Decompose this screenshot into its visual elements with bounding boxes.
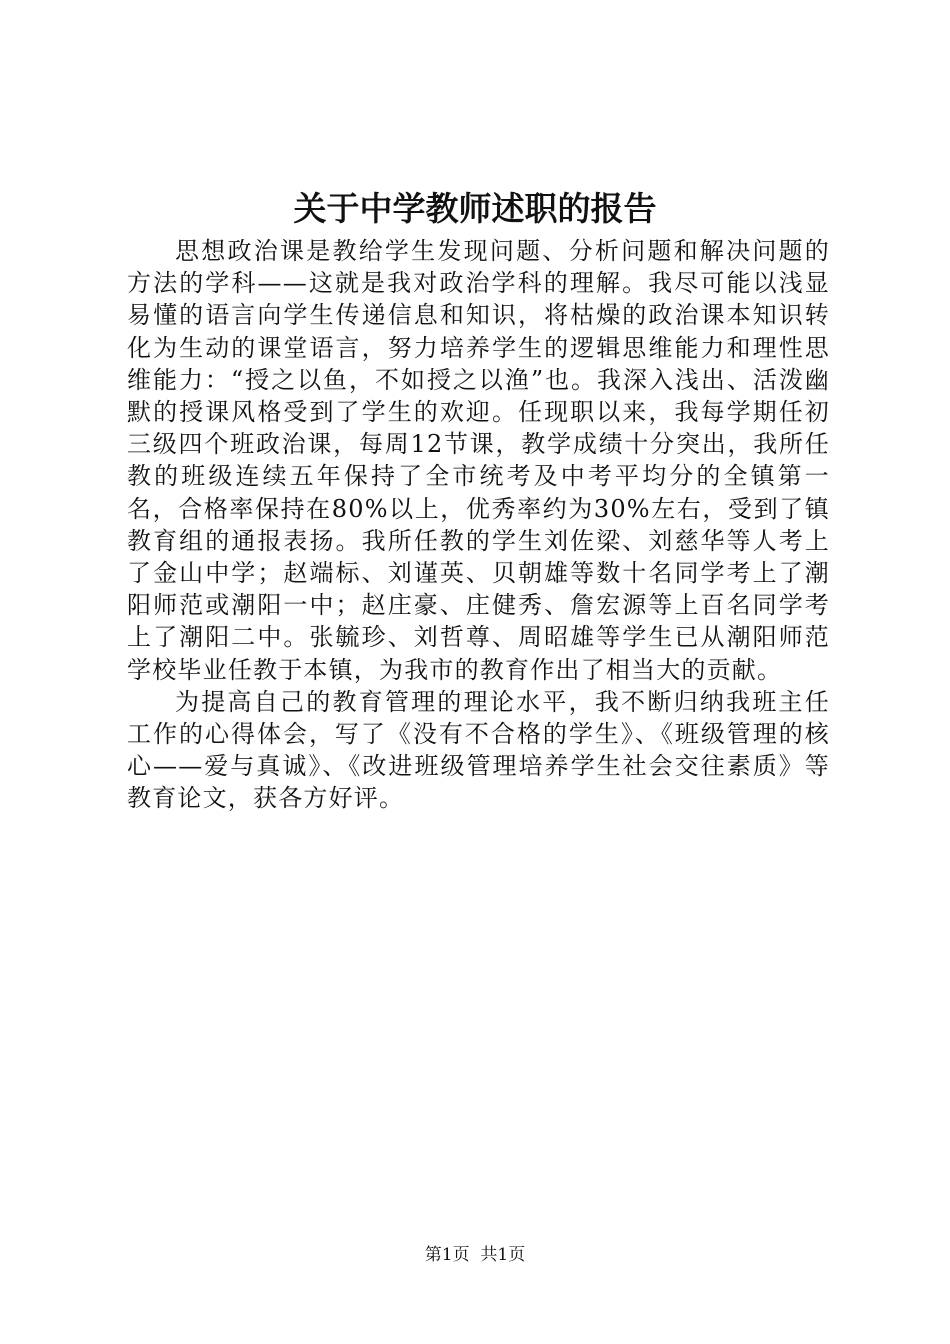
document-body xyxy=(127,235,830,815)
document-title: 关于中学教师述职的报告 xyxy=(293,189,657,228)
page-number-footer: 第1页 共1页 xyxy=(424,1245,526,1265)
body-paragraph: 思想政治课是教给学生发现问题、分析问题和解决问题的方法的学科——这就是我对政治学科的理解。我尽可能以浅显易懂的语言向学生传递信息和知识，将枯燥的政治课本知识转化为生动的课堂语言，努力培养学生的逻辑思维能力和理性思维能力：“授之以鱼，不如授之以渔”也。我深入浅出、活泼幽默的授课风格受到了学生的欢迎。任现职以来，我每学期任初三级四个班政治课，每周12节课，教学成绩十分突出，我所任教的班级连续五年保持了全市统考及中考平均分的全镇第一名，合格率保持在80%以上，优秀率约为30%左右，受到了镇教育组的通报表扬。我所任教的学生刘佐梁、刘慈华等人考上了金山中学；赵端标、刘谨英、贝朝雄等数十名同学考上了潮阳师范或潮阳一中；赵庄豪、庄健秀、詹宏源等上百名同学考上了潮阳二中。张毓珍、刘哲尊、周昭雄等学生已从潮阳师范学校毕业任教于本镇，为我市的教育作出了相当大的贡献。 xyxy=(127,237,830,684)
body-paragraph: 为提高自己的教育管理的理论水平，我不断归纳我班主任工作的心得体会，写了《没有不合格的学生》、《班级管理的核心——爱与真诚》、《改进班级管理培养学生社会交往素质》等教育论文，获各方好评。 xyxy=(127,687,830,813)
